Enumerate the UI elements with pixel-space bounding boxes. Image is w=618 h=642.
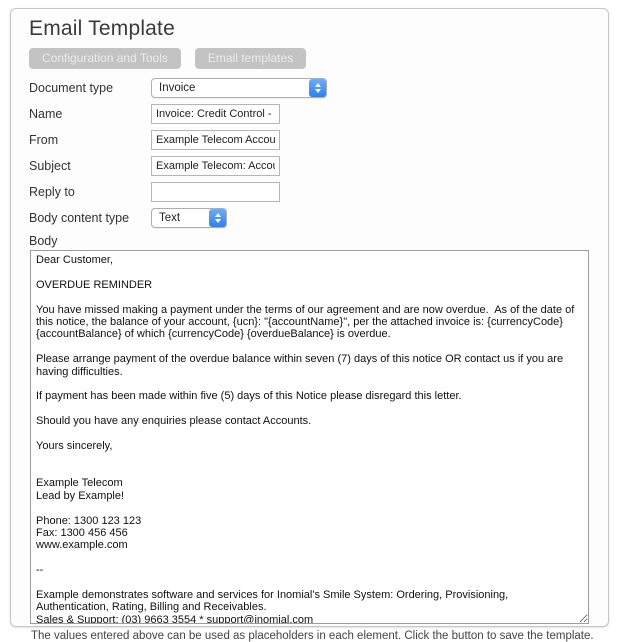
subject-input[interactable]	[151, 156, 280, 176]
chevron-up-icon	[215, 213, 221, 217]
body-content-type-select[interactable]	[151, 208, 227, 228]
name-row	[29, 104, 590, 124]
body-content-type-row	[29, 208, 590, 228]
window-content	[11, 9, 608, 642]
select-stepper-icon	[309, 79, 326, 97]
chevron-down-icon	[215, 219, 221, 223]
from-input[interactable]	[151, 130, 280, 150]
body-textarea[interactable]	[30, 250, 589, 624]
document-type-select[interactable]	[151, 78, 327, 98]
reply-to-label: Reply to	[29, 185, 75, 199]
document-type-row	[29, 78, 590, 98]
document-type-label: Document type	[29, 81, 114, 95]
body-content-type-label: Body content type	[29, 211, 130, 225]
configuration-and-tools-button[interactable]: Configuration and Tools	[29, 48, 181, 69]
chevron-down-icon	[315, 89, 321, 93]
chevron-up-icon	[315, 83, 321, 87]
body-label: Body	[29, 234, 58, 248]
email-templates-button[interactable]: Email templates	[195, 48, 306, 69]
subject-row	[29, 156, 590, 176]
subject-label: Subject	[29, 159, 71, 173]
from-label: From	[29, 133, 59, 147]
name-input[interactable]	[151, 104, 280, 124]
body-content-type-selected-value: Text	[159, 212, 181, 224]
reply-to-input[interactable]	[151, 182, 280, 202]
reply-to-row	[29, 182, 590, 202]
document-type-selected-value: Invoice	[159, 82, 196, 94]
select-stepper-icon	[209, 209, 226, 227]
from-row	[29, 130, 590, 150]
email-template-window	[10, 8, 609, 642]
clipped-help-text: The values entered above can be used as placeholders in each element. Click the button to save the template.	[31, 630, 594, 642]
name-label: Name	[29, 107, 63, 121]
toolbar	[29, 48, 590, 69]
page-title: Email Template	[29, 17, 175, 40]
